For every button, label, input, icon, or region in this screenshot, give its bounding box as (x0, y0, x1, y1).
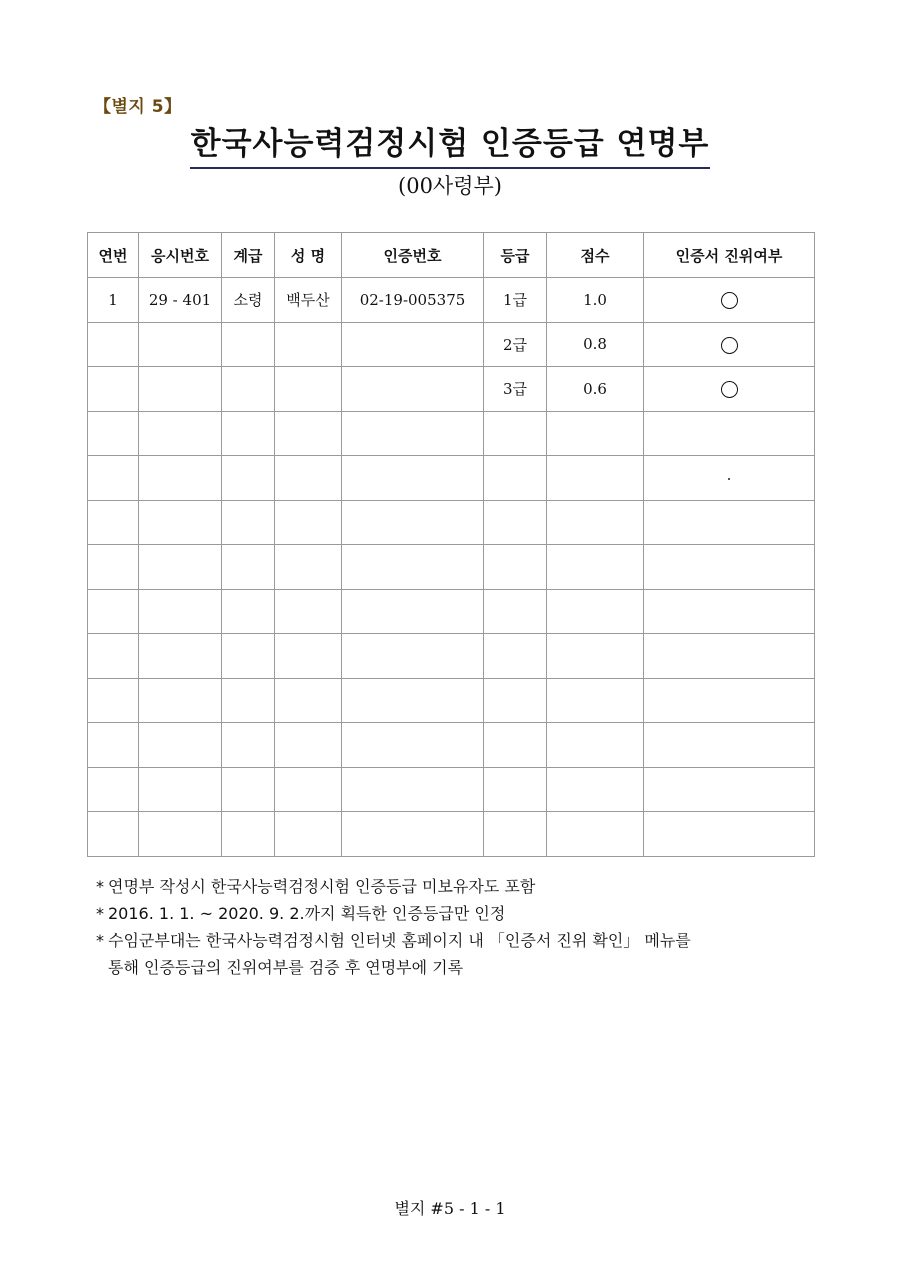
table-cell (222, 767, 275, 812)
verified-circle-icon (721, 381, 738, 398)
table-cell (222, 456, 275, 501)
table-cell: 3급 (484, 367, 547, 412)
table-cell (547, 812, 644, 857)
table-cell (484, 411, 547, 456)
table-cell (139, 723, 222, 768)
table-cell (547, 500, 644, 545)
table-cell (644, 723, 815, 768)
note-text: 연명부 작성시 한국사능력검정시험 인증등급 미보유자도 포함 (108, 877, 536, 896)
note-marker: * (96, 931, 104, 950)
table-cell (275, 456, 342, 501)
table-cell (484, 723, 547, 768)
table-cell (139, 767, 222, 812)
table-cell (88, 322, 139, 367)
table-cell (139, 322, 222, 367)
table-cell (342, 723, 484, 768)
table-row (88, 589, 815, 634)
subtitle: (00사령부) (398, 174, 502, 198)
table-cell (644, 767, 815, 812)
table-cell: 0.6 (547, 367, 644, 412)
table-cell (275, 589, 342, 634)
table-cell (88, 767, 139, 812)
table-cell (547, 545, 644, 590)
table-cell (88, 545, 139, 590)
table-cell (139, 678, 222, 723)
table-cell (644, 678, 815, 723)
column-header: 점수 (547, 233, 644, 278)
table-cell (547, 678, 644, 723)
table-cell (88, 678, 139, 723)
table-cell (222, 411, 275, 456)
page-title: 한국사능력검정시험 인증등급 연명부 (190, 118, 710, 169)
table-cell (342, 545, 484, 590)
note-text: 수임군부대는 한국사능력검정시험 인터넷 홈페이지 내 「인증서 진위 확인」 메뉴를 (108, 931, 691, 950)
table-cell (342, 456, 484, 501)
title-block (190, 118, 710, 169)
table-cell (222, 634, 275, 679)
table-cell (88, 500, 139, 545)
table-row (88, 411, 815, 456)
note-text: 통해 인증등급의 진위여부를 검증 후 연명부에 기록 (108, 958, 464, 977)
table-row (88, 723, 815, 768)
table-cell (275, 322, 342, 367)
table-cell (139, 456, 222, 501)
table-cell (547, 589, 644, 634)
table-cell (342, 367, 484, 412)
column-header: 계급 (222, 233, 275, 278)
table-cell: 0.8 (547, 322, 644, 367)
column-header: 성 명 (275, 233, 342, 278)
column-header: 인증번호 (342, 233, 484, 278)
table-cell: 소령 (222, 278, 275, 323)
table-header-row (88, 233, 815, 278)
table-cell (644, 367, 815, 412)
table-cell (222, 322, 275, 367)
table-row (88, 678, 815, 723)
dot-mark (728, 478, 730, 480)
table-cell (275, 500, 342, 545)
table-cell (342, 767, 484, 812)
table-cell (547, 456, 644, 501)
column-header: 인증서 진위여부 (644, 233, 815, 278)
annex-label: 【별지 5】 (94, 97, 182, 117)
table-cell (484, 589, 547, 634)
verified-circle-icon (721, 292, 738, 309)
table-cell (547, 723, 644, 768)
table-cell (547, 411, 644, 456)
table-row (88, 812, 815, 857)
table-cell (644, 812, 815, 857)
table-cell (222, 500, 275, 545)
table-row (88, 456, 815, 501)
table-cell (342, 634, 484, 679)
page-footer: 별지 #5 - 1 - 1 (394, 1199, 506, 1218)
table-cell (275, 545, 342, 590)
table-cell (484, 812, 547, 857)
table-cell (644, 545, 815, 590)
table-cell (139, 500, 222, 545)
table-cell (342, 411, 484, 456)
table-cell (484, 634, 547, 679)
table-cell (484, 678, 547, 723)
table-cell: 2급 (484, 322, 547, 367)
table-cell (484, 767, 547, 812)
table-cell (644, 411, 815, 456)
note-continuation (96, 954, 826, 981)
table-cell: 백두산 (275, 278, 342, 323)
note-text: 2016. 1. 1. ~ 2020. 9. 2.까지 획득한 인증등급만 인정 (108, 904, 506, 923)
table-row (88, 322, 815, 367)
table-row (88, 634, 815, 679)
table-row (88, 367, 815, 412)
table-cell (275, 367, 342, 412)
roster-table (87, 232, 815, 857)
table-cell (222, 678, 275, 723)
table-cell (139, 634, 222, 679)
table-cell (275, 767, 342, 812)
table-cell: 1급 (484, 278, 547, 323)
verified-circle-icon (721, 337, 738, 354)
table-cell (275, 411, 342, 456)
table-cell (644, 456, 815, 501)
column-header: 연번 (88, 233, 139, 278)
table-cell (484, 456, 547, 501)
table-cell (644, 322, 815, 367)
table-cell (139, 411, 222, 456)
table-row (88, 545, 815, 590)
table-cell (139, 589, 222, 634)
table-cell (275, 678, 342, 723)
table-cell (547, 767, 644, 812)
table-cell (222, 545, 275, 590)
table-cell: 1 (88, 278, 139, 323)
table-cell (222, 812, 275, 857)
table-cell (275, 812, 342, 857)
table-cell (222, 589, 275, 634)
table-cell (139, 812, 222, 857)
table-cell (88, 411, 139, 456)
table-cell (484, 500, 547, 545)
table-cell (88, 367, 139, 412)
table-row (88, 767, 815, 812)
table-cell (275, 634, 342, 679)
table-cell (88, 723, 139, 768)
table-cell (342, 678, 484, 723)
table-cell (88, 456, 139, 501)
table-cell (222, 723, 275, 768)
note-item (96, 900, 826, 927)
table-cell: 02-19-005375 (342, 278, 484, 323)
table-cell (644, 500, 815, 545)
table-cell (342, 812, 484, 857)
note-item (96, 927, 826, 954)
note-marker: * (96, 877, 104, 896)
table-body (88, 278, 815, 857)
table-cell (88, 589, 139, 634)
table-cell (222, 367, 275, 412)
table-row (88, 278, 815, 323)
note-marker: * (96, 904, 104, 923)
table-cell (275, 723, 342, 768)
table-cell (139, 367, 222, 412)
table-cell (88, 812, 139, 857)
table-cell (484, 545, 547, 590)
column-header: 등급 (484, 233, 547, 278)
table-cell: 1.0 (547, 278, 644, 323)
column-header: 응시번호 (139, 233, 222, 278)
table-cell (139, 545, 222, 590)
note-item (96, 873, 826, 900)
table-cell (547, 634, 644, 679)
table-cell: 29 - 401 (139, 278, 222, 323)
table-cell (342, 589, 484, 634)
table-row (88, 500, 815, 545)
notes (96, 873, 826, 981)
table-cell (644, 278, 815, 323)
table-cell (342, 322, 484, 367)
table-cell (644, 634, 815, 679)
table-cell (644, 589, 815, 634)
table-cell (342, 500, 484, 545)
table-cell (88, 634, 139, 679)
